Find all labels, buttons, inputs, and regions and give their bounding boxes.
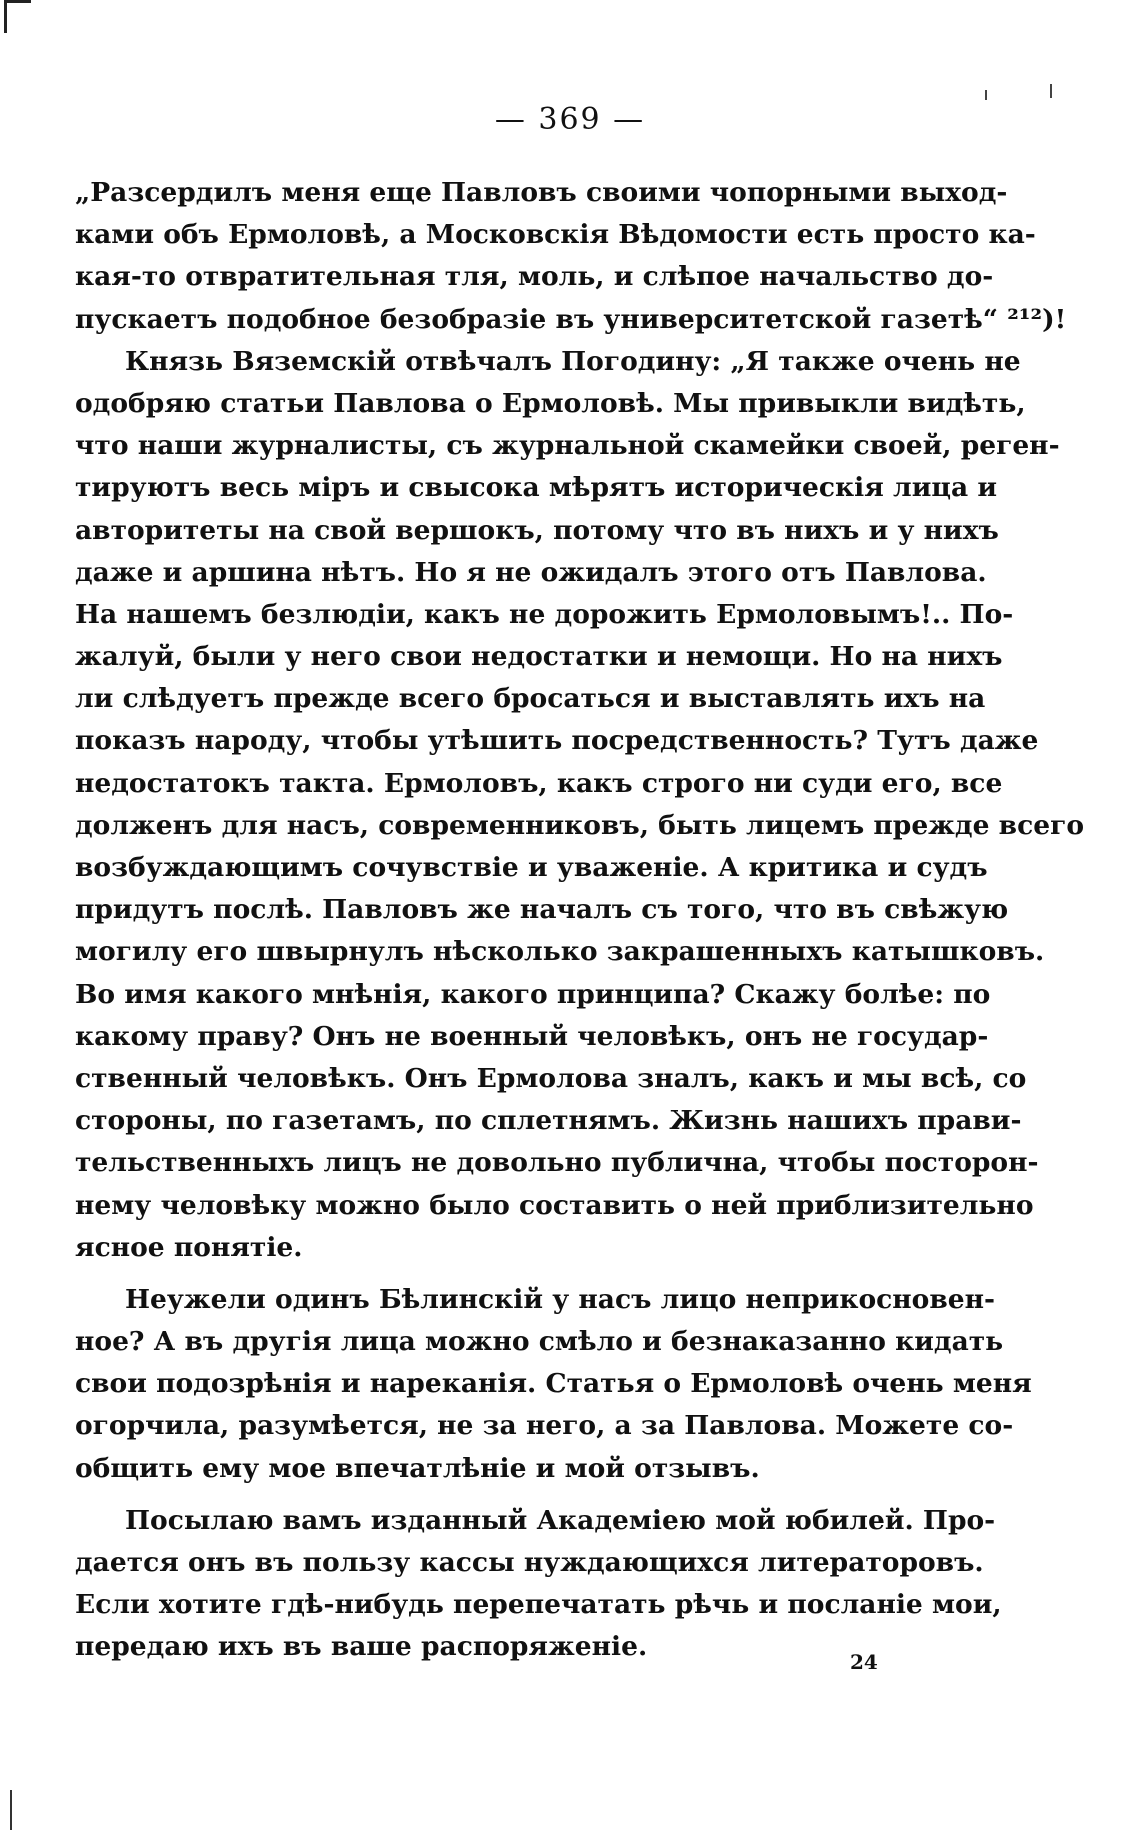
text-line: авторитеты на свой вершокъ, потому что въ нихъ и у нихъ bbox=[75, 514, 999, 546]
text-line: пускаетъ подобное безобразіе въ университетской газетѣ“ ²¹²)! bbox=[75, 303, 1067, 335]
text-line: возбуждающимъ сочувствіе и уваженіе. А критика и судъ bbox=[75, 852, 988, 883]
text-line: долженъ для насъ, современниковъ, быть лицемъ прежде всего bbox=[75, 809, 1085, 841]
page-number-header: — 369 — bbox=[494, 102, 646, 137]
text-line: нему человѣку можно было составить о ней приблизительно bbox=[75, 1189, 1034, 1221]
text-line: дается онъ въ пользу кассы нуждающихся литераторовъ. bbox=[75, 1547, 984, 1578]
text-line: ственный человѣкъ. Онъ Ермолова зналъ, какъ и мы всѣ, со bbox=[75, 1062, 1027, 1094]
text-line: тельственныхъ лицъ не довольно публична, чтобы посторон- bbox=[75, 1147, 1039, 1179]
text-line: огорчила, разумѣется, не за него, а за Павлова. Можете со- bbox=[75, 1410, 1014, 1442]
text-line: жалуй, были у него свои недостатки и немощи. Но на нихъ bbox=[75, 641, 1003, 673]
text-line: общить ему мое впечатлѣніе и мой отзывъ. bbox=[75, 1452, 760, 1484]
printer-signature-mark: 24 bbox=[850, 1650, 878, 1674]
text-line: Посылаю вамъ изданный Академіею мой юбилей. Про- bbox=[125, 1504, 996, 1536]
text-line: ное? А въ другія лица можно смѣло и безнаказанно кидать bbox=[75, 1326, 1004, 1358]
scan-speck bbox=[1050, 84, 1052, 98]
text-line: кая-то отвратительная тля, моль, и слѣпое начальство до- bbox=[75, 261, 994, 293]
scan-edge-mark bbox=[10, 1790, 12, 1830]
text-line: „Разсердилъ меня еще Павловъ своими чопорными выход- bbox=[75, 177, 1008, 208]
text-line: ли слѣдуетъ прежде всего бросаться и выставлять ихъ на bbox=[75, 683, 986, 715]
text-line: На нашемъ безлюдіи, какъ не дорожить Ермоловымъ!.. По- bbox=[75, 598, 1014, 630]
text-line: передаю ихъ въ ваше распоряженіе. bbox=[75, 1631, 648, 1663]
text-line: показъ народу, чтобы утѣшить посредственность? Тутъ даже bbox=[75, 725, 1039, 757]
text-line: какому праву? Онъ не военный человѣкъ, онъ не государ- bbox=[75, 1020, 989, 1052]
text-line: стороны, по газетамъ, по сплетнямъ. Жизнь нашихъ прави- bbox=[75, 1105, 1022, 1137]
text-line: одобряю статьи Павлова о Ермоловѣ. Мы привыкли видѣть, bbox=[75, 387, 1026, 419]
body-text bbox=[75, 172, 1085, 1669]
text-line: ками объ Ермоловѣ, а Московскія Вѣдомости есть просто ка- bbox=[75, 219, 1036, 251]
scan-speck bbox=[985, 90, 987, 100]
text-line: даже и аршина нѣтъ. Но я не ожидалъ этого отъ Павлова. bbox=[75, 556, 987, 588]
text-line: свои подозрѣнія и нареканія. Статья о Ермоловѣ очень меня bbox=[75, 1368, 1032, 1400]
scan-corner-mark bbox=[4, 0, 31, 33]
text-line: недостатокъ такта. Ермоловъ, какъ строго ни суди его, все bbox=[75, 767, 1003, 799]
text-line: Неужели одинъ Бѣлинскій у насъ лицо неприкосновен- bbox=[125, 1283, 996, 1315]
text-line: могилу его швырнулъ нѣсколько закрашенныхъ катышковъ. bbox=[75, 936, 1045, 968]
text-line: ясное понятіе. bbox=[75, 1231, 303, 1263]
text-line: тируютъ весь міръ и свысока мѣрятъ историческія лица и bbox=[75, 472, 998, 504]
text-line: Князь Вяземскій отвѣчалъ Погодину: „Я также очень не bbox=[125, 345, 1021, 377]
text-line: Если хотите гдѣ-нибудь перепечатать рѣчь и посланіе мои, bbox=[75, 1589, 1002, 1621]
text-line: придутъ послѣ. Павловъ же началъ съ того, что въ свѣжую bbox=[75, 894, 1009, 926]
text-line: Во имя какого мнѣнія, какого принципа? Скажу болѣе: по bbox=[75, 978, 991, 1010]
text-line: что наши журналисты, съ журнальной скамейки своей, реген- bbox=[75, 430, 1060, 462]
